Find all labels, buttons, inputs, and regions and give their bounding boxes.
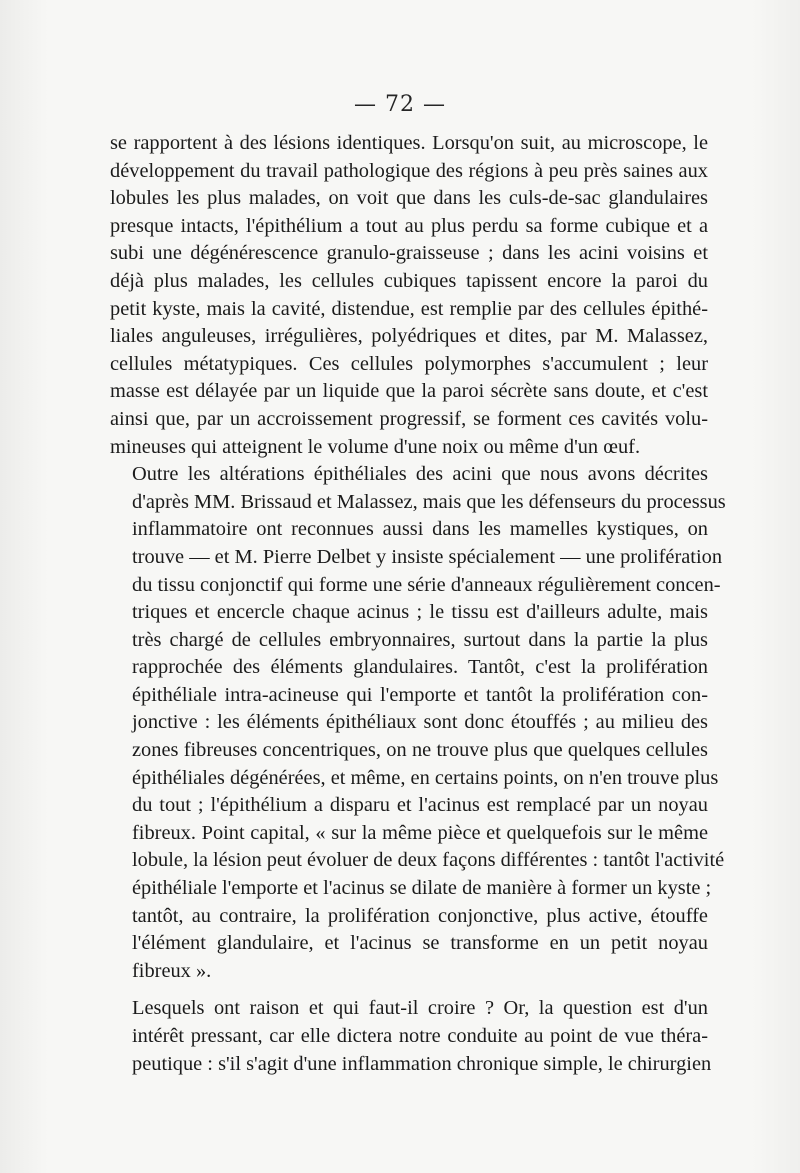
text-line: Lesquels ont raison et qui faut-il croire ? Or, la question est d'un xyxy=(132,997,708,1020)
text-line: zones fibreuses concentriques, on ne trouve plus que quelques cellules xyxy=(132,739,708,762)
text-line: Outre les altérations épithéliales des acini que nous avons décrites xyxy=(132,463,708,486)
text-line: du tissu conjonctif qui forme une série d'anneaux régulièrement concen- xyxy=(132,573,721,596)
text-line: inflammatoire ont reconnues aussi dans les mamelles kystiques, on xyxy=(132,518,708,541)
text-line: trouve — et M. Pierre Delbet y insiste spécialement — une prolifération xyxy=(132,545,723,568)
text-line: épithéliales dégénérées, et même, en certains points, on n'en trouve plus xyxy=(132,766,719,789)
text-line: épithéliale intra-acineuse qui l'emporte et tantôt la prolifération con- xyxy=(132,683,708,706)
text-line: fibreux. Point capital, « sur la même pièce et quelquefois sur le même xyxy=(132,821,708,844)
paragraph-1 xyxy=(110,130,708,461)
text-line: se rapportent à des lésions identiques. Lorsqu'on suit, au microscope, le xyxy=(110,132,708,154)
text-line: cellules métatypiques. Ces cellules polymorphes s'accumulent ; leur xyxy=(110,352,708,375)
text-line: très chargé de cellules embryonnaires, surtout dans la partie la plus xyxy=(132,628,708,651)
text-line: fibreux ». xyxy=(132,959,212,982)
text-line: du tout ; l'épithélium a disparu et l'acinus est remplacé par un noyau xyxy=(132,794,708,817)
body-text xyxy=(110,130,726,1078)
text-line: petit kyste, mais la cavité, distendue, est remplie par des cellules épithé- xyxy=(110,297,708,320)
text-line: triques et encercle chaque acinus ; le tissu est d'ailleurs adulte, mais xyxy=(132,601,708,624)
text-line: presque intacts, l'épithélium a tout au plus perdu sa forme cubique et a xyxy=(110,214,708,237)
text-line: développement du travail pathologique des régions à peu près saines aux xyxy=(110,159,708,182)
paragraph-2 xyxy=(110,461,726,985)
text-line: ainsi que, par un accroissement progressif, se forment ces cavités volu- xyxy=(110,407,708,430)
page-number: — 72 — xyxy=(354,92,446,117)
text-line: lobule, la lésion peut évoluer de deux façons différentes : tantôt l'activité xyxy=(132,849,725,872)
text-line: épithéliale l'emporte et l'acinus se dilate de manière à former un kyste ; xyxy=(132,877,712,900)
text-line: liales anguleuses, irrégulières, polyédriques et dites, par M. Malassez, xyxy=(110,325,708,348)
text-line: peutique : s'il s'agit d'une inflammation chronique simple, le chirurgien xyxy=(132,1052,712,1075)
paragraph-3 xyxy=(110,995,712,1078)
text-line: l'élément glandulaire, et l'acinus se transforme en un petit noyau xyxy=(132,932,708,955)
text-line: subi une dégénérescence granulo-graisseuse ; dans les acini voisins et xyxy=(110,242,708,265)
text-line: déjà plus malades, les cellules cubiques tapissent encore la paroi du xyxy=(110,269,708,292)
text-line: lobules les plus malades, on voit que dans les culs-de-sac glandulaires xyxy=(110,187,708,210)
text-line: mineuses qui atteignent le volume d'une noix ou même d'un œuf. xyxy=(110,435,641,458)
text-line: intérêt pressant, car elle dictera notre conduite au point de vue théra- xyxy=(132,1025,708,1047)
text-line: d'après MM. Brissaud et Malassez, mais que les défenseurs du processus xyxy=(132,490,726,513)
text-line: tantôt, au contraire, la prolifération conjonctive, plus active, étouffe xyxy=(132,904,708,927)
text-line: rapprochée des éléments glandulaires. Tantôt, c'est la prolifération xyxy=(132,656,708,679)
text-line: jonctive : les éléments épithéliaux sont donc étouffés ; au milieu des xyxy=(132,711,708,734)
text-line: masse est délayée par un liquide que la paroi sécrète sans doute, et c'est xyxy=(110,380,708,403)
